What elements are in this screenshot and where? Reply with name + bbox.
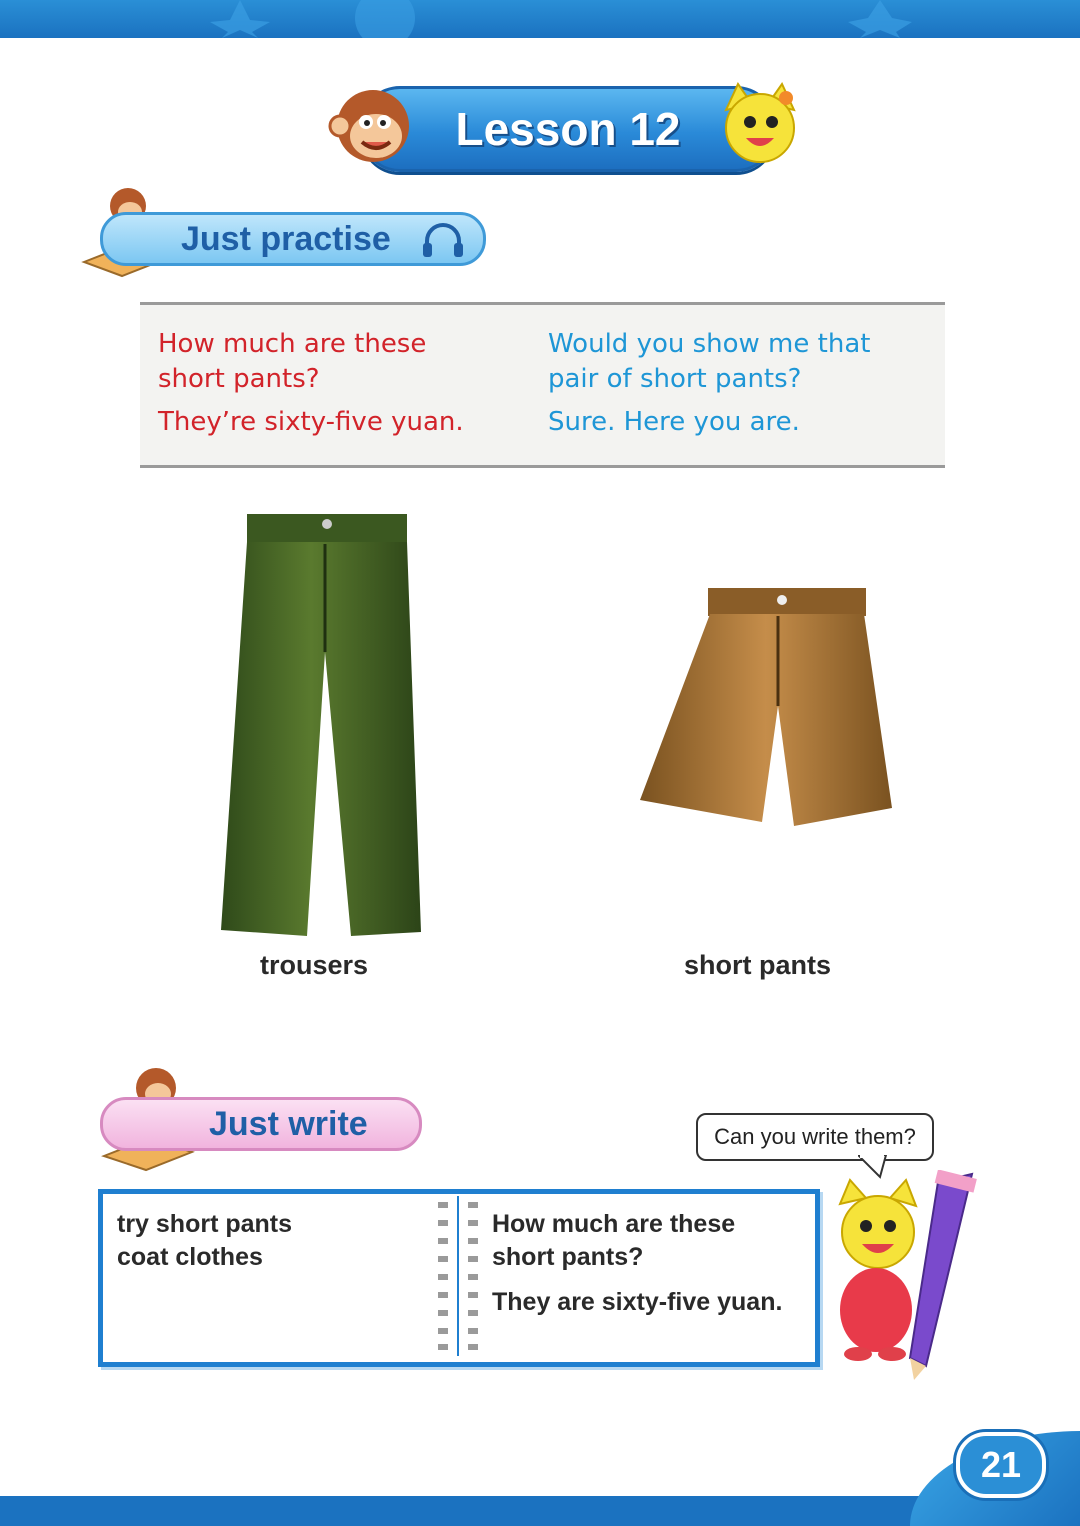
dialog-left-line2: short pants?	[158, 364, 320, 394]
dialog-question-right	[548, 327, 870, 397]
just-practise-heading	[100, 212, 486, 266]
cat-with-pencil-icon	[826, 1170, 1006, 1380]
word-list-line2: coat clothes	[117, 1243, 263, 1271]
short-pants-label: short pants	[684, 950, 832, 980]
headphones-icon	[421, 221, 465, 259]
top-decor-band	[0, 0, 1080, 38]
just-write-label: Just write	[209, 1105, 368, 1143]
dialog-right-line2: pair of short pants?	[548, 364, 802, 394]
model-sentence-line1: How much are these	[492, 1210, 736, 1238]
short-pants-image	[638, 586, 894, 830]
monkey-mascot-icon	[328, 82, 418, 170]
dialog-left-line1: How much are these	[158, 329, 427, 359]
page-number: 21	[956, 1432, 1046, 1498]
lesson-banner	[360, 86, 776, 172]
cat-mascot-icon	[716, 80, 802, 166]
just-write-heading	[100, 1097, 422, 1151]
model-sentence	[492, 1208, 735, 1274]
dialog-question-left	[158, 327, 426, 397]
speech-bubble	[696, 1113, 934, 1161]
notebook-spiral-icon	[436, 1196, 480, 1356]
word-list	[117, 1208, 292, 1274]
word-list-line1: try short pants	[117, 1210, 293, 1238]
dialog-scroll	[140, 302, 945, 468]
dialog-answer-left: They’re sixty-five yuan.	[158, 407, 464, 437]
trousers-label: trousers	[260, 950, 369, 980]
trousers-image	[215, 512, 427, 942]
model-sentence-line2: short pants?	[492, 1243, 644, 1271]
lesson-title: Lesson 12	[455, 103, 681, 155]
model-answer: They are sixty-five yuan.	[492, 1288, 783, 1316]
dialog-right-line1: Would you show me that	[548, 329, 871, 359]
dialog-answer-right: Sure. Here you are.	[548, 407, 800, 437]
star-pattern-icon	[0, 0, 1080, 38]
just-practise-label: Just practise	[181, 220, 391, 258]
speech-bubble-text: Can you write them?	[714, 1124, 916, 1149]
